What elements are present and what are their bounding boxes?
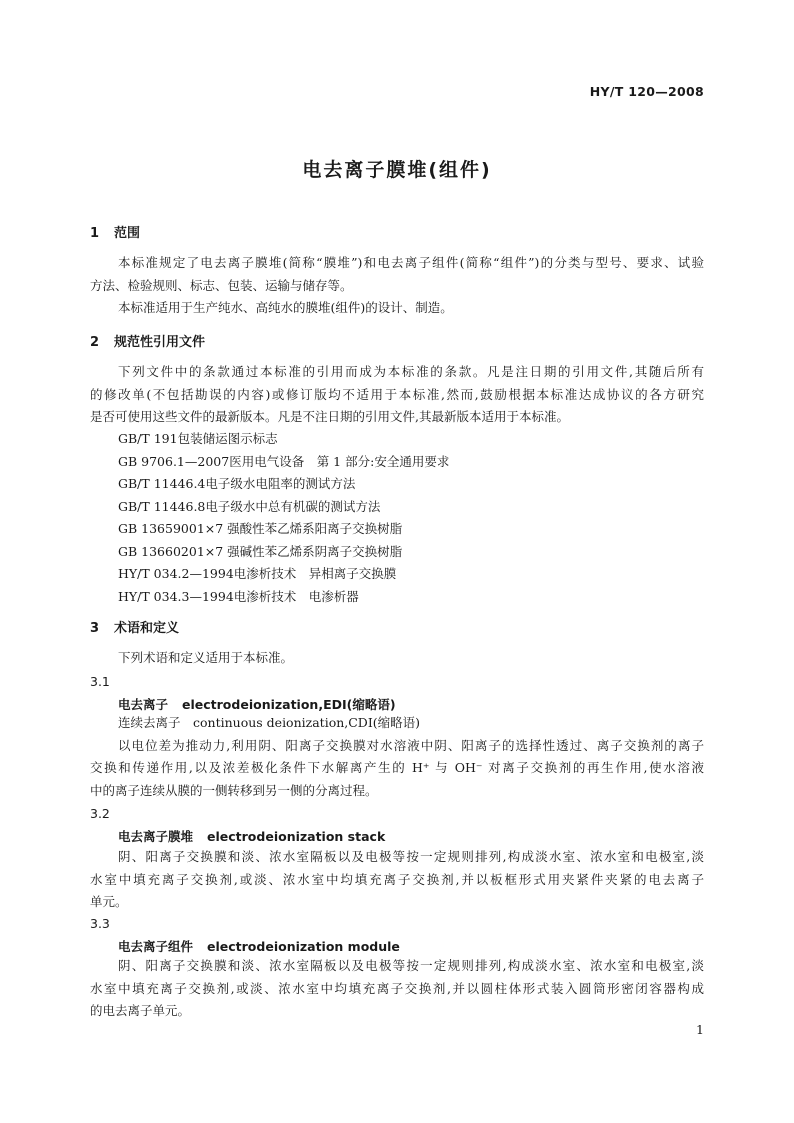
reference-code: HY/T 034.2—1994	[118, 566, 234, 581]
section-3-heading	[90, 617, 179, 636]
text-line: 单元。	[90, 894, 128, 909]
section-1-heading	[90, 222, 140, 241]
section-3-intro	[90, 647, 704, 670]
reference-code: GB/T 191	[118, 431, 178, 446]
section-title: 范围	[114, 226, 141, 241]
section-2-paragraph	[90, 361, 704, 429]
text-line: 下列文件中的条款通过本标准的引用而成为本标准的条款。凡是注日期的引用文件,其随后所有	[118, 364, 704, 379]
reference-item	[118, 473, 704, 496]
section-2-heading	[90, 331, 205, 350]
text-line: 本标准适用于生产纯水、高纯水的膜堆(组件)的设计、制造。	[118, 300, 453, 315]
alternative-term: 连续去离子 continuous deionization,CDI(缩略语)	[118, 715, 421, 730]
term-english: electrodeionization stack	[207, 829, 386, 844]
reference-name: 电子级水电阻率的测试方法	[205, 476, 356, 491]
text-line: 中的离子连续从膜的一侧转移到另一侧的分离过程。	[90, 782, 378, 798]
reference-item	[118, 563, 704, 586]
reference-name: 医用电气设备 第 1 部分:安全通用要求	[229, 453, 450, 469]
text-line: 方法、检验规则、标志、包装、运输与储存等。	[90, 277, 353, 293]
reference-name: 电渗析技术 电渗析器	[233, 588, 359, 604]
term-chinese: 电去离子	[118, 697, 169, 712]
term-heading	[118, 695, 396, 713]
clause-number: 3.3	[90, 916, 110, 931]
section-1-paragraph	[90, 252, 704, 320]
text-line: 下列术语和定义适用于本标准。	[118, 650, 294, 665]
section-number: 2	[90, 335, 100, 350]
reference-code: HY/T 034.3—1994	[118, 588, 234, 604]
page-title: 电去离子膜堆(组件)	[302, 159, 492, 181]
section-title: 规范性引用文件	[114, 335, 206, 350]
reference-item	[118, 428, 704, 451]
standard-number: HY/T 120—2008	[589, 84, 704, 99]
text-line: 的修改单(不包括勘误的内容)或修订版均不适用于本标准,然而,鼓励根据本标准达成协议的各方研究	[90, 386, 704, 402]
reference-name: 包装储运图示标志	[177, 431, 278, 446]
section-number: 3	[90, 621, 100, 636]
section-title: 术语和定义	[114, 621, 180, 636]
text-line: 水室中填充离子交换剂,或淡、浓水室中均填充离子交换剂,并以圆柱体形式装入圆筒形密闭容器构成	[90, 980, 704, 996]
term-definition	[90, 955, 704, 1023]
text-line: 以电位差为推动力,利用阴、阳离子交换膜对水溶液中阴、阳离子的选择性透过、离子交换剂的离子	[118, 737, 704, 753]
text-line: 阴、阳离子交换膜和淡、浓水室隔板以及电极等按一定规则排列,构成淡水室、浓水室和电极室,淡	[118, 958, 704, 973]
term-heading	[118, 937, 400, 955]
text-line: 交换和传递作用,以及浓差极化条件下水解离产生的 H⁺ 与 OH⁻ 对离子交换剂的再生作用,使水溶液	[90, 760, 704, 775]
reference-item	[118, 518, 704, 541]
text-line: 是否可使用这些文件的最新版本。凡是不注日期的引用文件,其最新版本适用于本标准。	[90, 409, 569, 424]
text-line: 本标准规定了电去离子膜堆(简称“膜堆”)和电去离子组件(简称“组件”)的分类与型号、要求、试验	[118, 255, 704, 270]
term-english: electrodeionization module	[207, 939, 400, 954]
text-line: 水室中填充离子交换剂,或淡、浓水室中均填充离子交换剂,并以板框形式用夹紧件夹紧的电去离子	[90, 871, 704, 887]
reference-name: 电子级水中总有机碳的测试方法	[205, 498, 381, 514]
clause-number: 3.2	[90, 806, 110, 821]
text-line: 的电去离子单元。	[90, 1003, 191, 1018]
reference-name: 201×7 强碱性苯乙烯系阴离子交换树脂	[180, 543, 403, 559]
reference-item	[118, 586, 704, 609]
reference-item	[118, 496, 704, 519]
term-definition	[90, 712, 704, 802]
text-line: 阴、阳离子交换膜和淡、浓水室隔板以及电极等按一定规则排列,构成淡水室、浓水室和电极室,淡	[118, 849, 704, 864]
reference-code: GB 13660	[118, 543, 181, 559]
reference-item	[118, 451, 704, 474]
term-definition	[90, 846, 704, 914]
term-chinese: 电去离子膜堆	[118, 829, 194, 844]
reference-list	[118, 428, 704, 608]
clause-number: 3.1	[90, 674, 110, 689]
term-heading	[118, 827, 385, 845]
reference-name: 电渗析技术 异相离子交换膜	[233, 566, 397, 581]
term-english: electrodeionization,EDI(缩略语)	[182, 697, 396, 712]
reference-item	[118, 541, 704, 564]
reference-code: GB 13659	[118, 521, 181, 536]
page-number: 1	[696, 1022, 704, 1037]
section-number: 1	[90, 226, 100, 241]
reference-code: GB/T 11446.8	[118, 498, 206, 514]
reference-name: 001×7 强酸性苯乙烯系阳离子交换树脂	[180, 521, 403, 536]
reference-code: GB 9706.1—2007	[118, 453, 230, 469]
term-chinese: 电去离子组件	[118, 939, 194, 954]
reference-code: GB/T 11446.4	[118, 476, 206, 491]
